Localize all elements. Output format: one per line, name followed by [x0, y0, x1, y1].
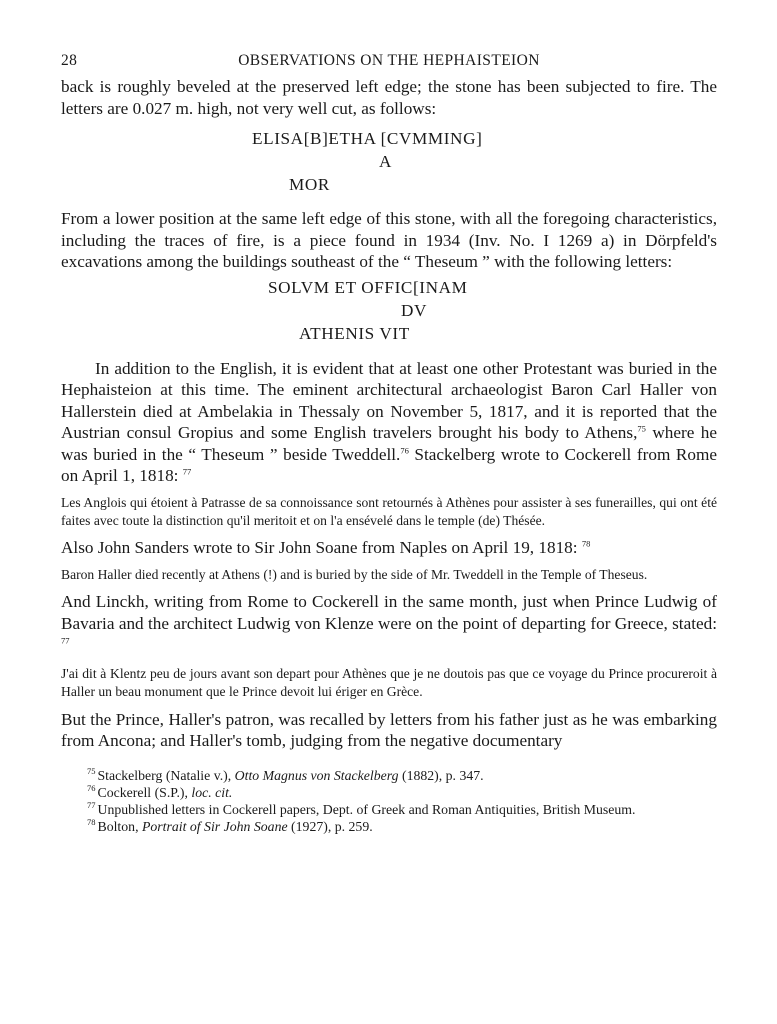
paragraph-4 — [61, 537, 717, 559]
footnote-ref-75: 75 — [637, 423, 646, 434]
inscription-2-line-1: SOLVM ET OFFIC[INAM — [268, 277, 468, 297]
paragraph-5-text: And Linckh, writing from Rome to Cockerell in the same month, just when Prince Ludwig of Bavaria and the architect Ludwig von Klenze were on the point of departing for Greece, stated: — [61, 592, 717, 633]
paragraph-5 — [61, 591, 717, 656]
footnote-ref-76: 76 — [400, 444, 409, 455]
quote-sanders: Baron Haller died recently at Athens (!) and is buried by the side of Mr. Tweddell in the Temple of Theseus. — [61, 566, 648, 582]
inscription-1-line-2: A — [379, 152, 393, 171]
page-number: 28 — [61, 52, 78, 69]
inscription-2 — [61, 276, 717, 345]
footnote-ref-77: 77 — [182, 466, 192, 477]
inscription-1 — [61, 127, 717, 196]
footnote-78: $^{78}$ Bolton, Portrait of Sir John Soane (1927), p. 259. — [87, 816, 373, 834]
inscription-2-line-2: DV — [401, 300, 428, 320]
running-title: OBSERVATIONS ON THE HEPHAISTEION — [238, 52, 540, 69]
footnote-ref-78: 78 — [581, 538, 591, 549]
footnote-76: $^{76}$ Cockerell (S.P.), loc. cit. — [87, 782, 233, 800]
inscription-2-line-3: ATHENIS VIT — [299, 323, 410, 343]
quote-linckh: J'ai dit à Klentz peu de jours avant son depart pour Athènes que je ne doutois pas que ce voyage du Prince procureroit à Haller un beau monument que le Prince devoit lui ériger en Grèce. — [61, 665, 717, 700]
footnote-77: $^{77}$ Unpublished letters in Cockerell papers, Dept. of Greek and Roman Antiquities, British Museum. — [87, 799, 636, 817]
page — [61, 52, 717, 835]
paragraph-3-text-2: where he was buried in the “ Theseum ” beside Tweddell. — [61, 423, 717, 464]
paragraph-3-text-1: In addition to the English, it is evident that at least one other Protestant was buried in the Hephaisteion at this time. The eminent architectural archaeologist Baron Carl Haller von Hallerstein died at Ambelakia in Thessaly on November 5, 1817, and it is reported that the Austrian consul Gropius and some English travelers brought his body to Athens, — [61, 358, 717, 442]
footnotes — [61, 767, 717, 835]
inscription-1-line-3: MOR — [289, 175, 330, 194]
paragraph-1: back is roughly beveled at the preserved left edge; the stone has been subjected to fire. The letters are 0.027 m. high, not very well cut, as follows: — [61, 77, 717, 118]
running-header — [61, 52, 717, 74]
body-text — [61, 76, 717, 752]
inscription-1-line-1: ELISA[B]ETHA [CVMMING] — [252, 129, 483, 148]
paragraph-4-text: Also John Sanders wrote to Sir John Soane from Naples on April 19, 1818: — [61, 538, 578, 558]
quote-stackelberg: Les Anglois qui étoient à Patrasse de sa connoissance sont retournés à Athènes pour assister à ses funerailles, qui ont été faites avec toute la distinction qu'il meritoit et on l'a ensévelé dans le temple (de) Thésée. — [61, 494, 717, 528]
paragraph-6: But the Prince, Haller's patron, was recalled by letters from his father just as he was embarking from Ancona; and Haller's tomb, judging from the negative documentary — [61, 709, 717, 751]
paragraph-3 — [61, 358, 717, 487]
footnote-75: $^{75}$ Stackelberg (Natalie v.), Otto Magnus von Stackelberg (1882), p. 347. — [87, 765, 484, 783]
paragraph-2: From a lower position at the same left edge of this stone, with all the foregoing characteristics, including the traces of fire, is a piece found in 1934 (Inv. No. I 1269 a) in Dörpfeld's excavations among the buildings southeast of the “ Theseum ” with the following letters: — [61, 209, 717, 271]
footnote-ref-77b: 77 — [61, 635, 70, 646]
paragraph-3-text-3: Stackelberg wrote to Cockerell from Rome on April 1, 1818: — [61, 444, 717, 485]
